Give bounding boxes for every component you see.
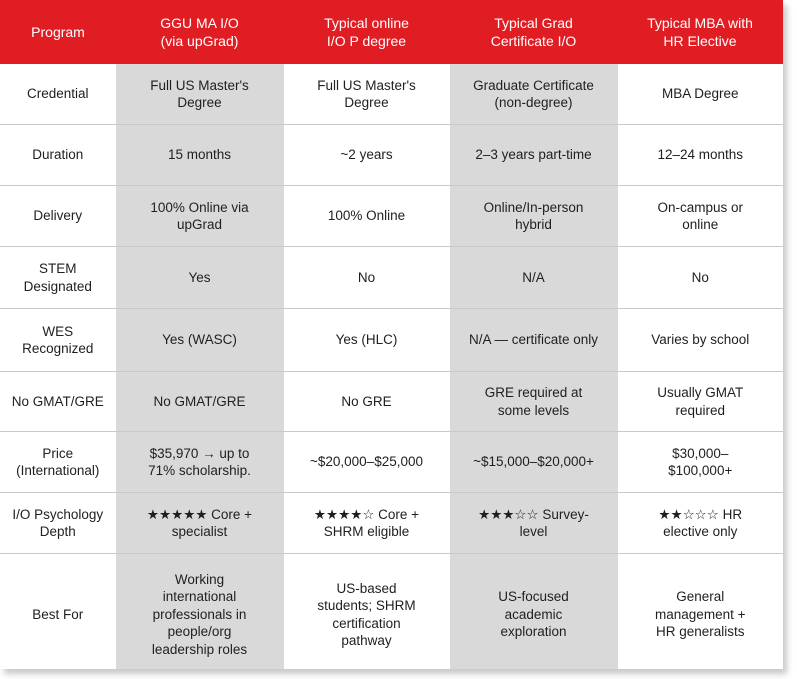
- cell-ggu: 15 months: [116, 125, 283, 186]
- header-ggu: GGU MA I/O (via upGrad): [116, 0, 283, 64]
- cell-mba-hr: 12–24 months: [617, 125, 783, 186]
- row-credential: [0, 64, 783, 125]
- cell-online-iop: Full US Master's Degree: [283, 64, 450, 125]
- cell-online-iop: ~2 years: [283, 125, 450, 186]
- row-label: No GMAT/GRE: [0, 372, 116, 432]
- header-online-iop: Typical online I/O P degree: [283, 0, 450, 64]
- row-label: Delivery: [0, 186, 116, 247]
- row-wes-recognized: [0, 309, 783, 372]
- cell-online-iop: ★★★★☆ Core + SHRM eligible: [283, 493, 450, 554]
- cell-mba-hr: General management + HR generalists: [617, 554, 783, 670]
- cell-online-iop: No GRE: [283, 372, 450, 432]
- cell-grad-certificate: Graduate Certificate (non-degree): [450, 64, 617, 125]
- cell-ggu: Yes (WASC): [116, 309, 283, 372]
- cell-mba-hr: $30,000– $100,000+: [617, 432, 783, 493]
- cell-ggu: ★★★★★ Core + specialist: [116, 493, 283, 554]
- header-grad-certificate: Typical Grad Certificate I/O: [450, 0, 617, 64]
- row-best-for: [0, 554, 783, 670]
- cell-online-iop: Yes (HLC): [283, 309, 450, 372]
- header-program: Program: [0, 0, 116, 64]
- header-row: [0, 0, 783, 64]
- row-io-psychology-depth: [0, 493, 783, 554]
- cell-grad-certificate: N/A — certificate only: [450, 309, 617, 372]
- row-label: Credential: [0, 64, 116, 125]
- cell-ggu: Working international professionals in people/org leadership roles: [116, 554, 283, 670]
- cell-mba-hr: Varies by school: [617, 309, 783, 372]
- cell-grad-certificate: ★★★☆☆ Survey- level: [450, 493, 617, 554]
- cell-mba-hr: No: [617, 247, 783, 309]
- cell-mba-hr: ★★☆☆☆ HR elective only: [617, 493, 783, 554]
- cell-ggu: 100% Online via upGrad: [116, 186, 283, 247]
- row-label: I/O Psychology Depth: [0, 493, 116, 554]
- cell-ggu: $35,970 → up to 71% scholarship.: [116, 432, 283, 493]
- cell-online-iop: ~$20,000–$25,000: [283, 432, 450, 493]
- row-no-gmat-gre: [0, 372, 783, 432]
- cell-grad-certificate: US-focused academic exploration: [450, 554, 617, 670]
- row-duration: [0, 125, 783, 186]
- cell-grad-certificate: GRE required at some levels: [450, 372, 617, 432]
- cell-grad-certificate: ~$15,000–$20,000+: [450, 432, 617, 493]
- cell-mba-hr: Usually GMAT required: [617, 372, 783, 432]
- cell-grad-certificate: N/A: [450, 247, 617, 309]
- cell-mba-hr: MBA Degree: [617, 64, 783, 125]
- row-stem-designated: [0, 247, 783, 309]
- header-mba-hr: Typical MBA with HR Elective: [617, 0, 783, 64]
- cell-online-iop: No: [283, 247, 450, 309]
- row-label: Price (International): [0, 432, 116, 493]
- cell-ggu: Yes: [116, 247, 283, 309]
- cell-grad-certificate: 2–3 years part-time: [450, 125, 617, 186]
- row-label: WES Recognized: [0, 309, 116, 372]
- cell-grad-certificate: Online/In-person hybrid: [450, 186, 617, 247]
- row-label: STEM Designated: [0, 247, 116, 309]
- row-price-international: [0, 432, 783, 493]
- row-delivery: [0, 186, 783, 247]
- cell-online-iop: US-based students; SHRM certification pathway: [283, 554, 450, 670]
- cell-ggu: No GMAT/GRE: [116, 372, 283, 432]
- cell-online-iop: 100% Online: [283, 186, 450, 247]
- cell-ggu: Full US Master's Degree: [116, 64, 283, 125]
- row-label: Duration: [0, 125, 116, 186]
- cell-mba-hr: On-campus or online: [617, 186, 783, 247]
- row-label: Best For: [32, 606, 84, 622]
